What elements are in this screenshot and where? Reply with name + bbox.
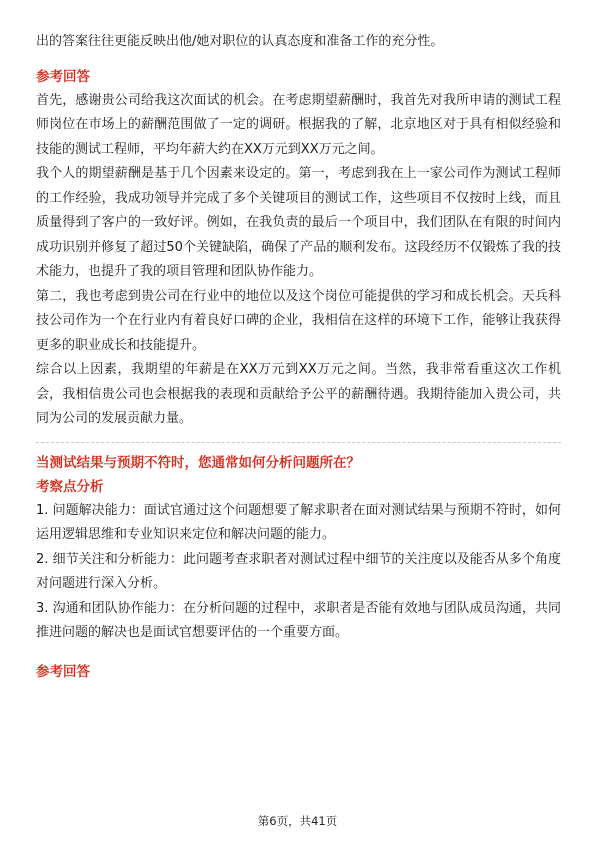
intro-paragraph-tail: 出的答案往往更能反映出他/她对职位的认真态度和准备工作的充分性。	[36, 34, 444, 49]
section-divider	[36, 442, 561, 443]
analysis-point: 2. 细节关注和分析能力：此问题考查求职者对测试过程中细节的关注度以及能否从多个角度对问题进行深入分析。	[36, 551, 561, 591]
answer-paragraph: 第二，我也考虑到贵公司在行业中的地位以及这个岗位可能提供的学习和成长机会。天兵科技公司作为一个在行业内有着良好口碑的企业，我相信在这样的环境下工作，能够让我获得更多的职业成长和技能提升。	[36, 288, 561, 353]
answer-paragraph: 综合以上因素，我期望的年薪是在XX万元到XX万元之间。当然，我非常看重这次工作机会，我相信贵公司也会根据我的表现和贡献给予公平的薪酬待遇。我期待能加入贵公司，共同为公司的发展贡献力量。	[36, 362, 561, 426]
analysis-heading: 考察点分析	[36, 478, 104, 495]
analysis-point: 3. 沟通和团队协作能力：在分析问题的过程中，求职者是否能有效地与团队成员沟通，共同推进问题的解决也是面试官想要评估的一个重要方面。	[36, 600, 561, 640]
analysis-point: 1. 问题解决能力：面试官通过这个问题想要了解求职者在面对测试结果与预期不符时，如何运用逻辑思维和专业知识来定位和解决问题的能力。	[36, 502, 561, 542]
answer-heading-2: 参考回答	[36, 663, 90, 680]
answer-paragraph: 首先，感谢贵公司给我这次面试的机会。在考虑期望薪酬时，我首先对我所申请的测试工程师岗位在市场上的薪酬范围做了一定的调研。根据我的了解，北京地区对于具有相似经验和技能的测试工程师，平均年薪大约在XX万元到XX万元之间。	[36, 92, 561, 157]
question-title: 当测试结果与预期不符时，您通常如何分析问题所在？	[36, 454, 360, 471]
page-number: 第6页，共41页	[257, 814, 338, 828]
answer-heading: 参考回答	[36, 68, 90, 85]
answer-paragraph: 我个人的期望薪酬是基于几个因素来设定的。第一，考虑到我在上一家公司作为测试工程师的工作经验，我成功领导并完成了多个关键项目的测试工作，这些项目不仅按时上线，而且质量得到了客户的一致好评。例如，在我负责的最后一个项目中，我们团队在有限的时间内成功识别并修复了超过50个关键缺陷，确保了产品的顺利发布。这段经历不仅锻炼了我的技术能力，也提升了我的项目管理和团队协作能力。	[36, 166, 561, 279]
page-content	[36, 30, 561, 684]
